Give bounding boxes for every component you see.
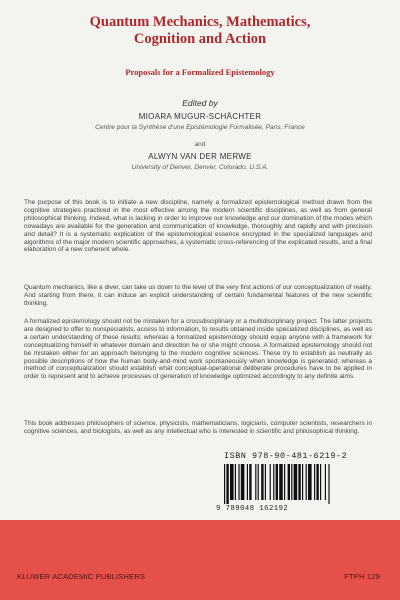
barcode-bar bbox=[276, 464, 278, 500]
barcode-bar bbox=[316, 464, 318, 500]
isbn-label: ISBN 978-90-481-6219-2 bbox=[224, 451, 348, 461]
barcode-bar bbox=[288, 464, 290, 500]
edited-by-label: Edited by bbox=[182, 98, 218, 108]
and-label: and bbox=[194, 141, 206, 148]
barcode-bar bbox=[314, 464, 315, 500]
barcode-bar bbox=[273, 464, 274, 500]
barcode-bar bbox=[258, 464, 259, 500]
barcode-bar bbox=[265, 464, 266, 500]
barcode-block bbox=[216, 451, 376, 517]
editor-1-affiliation: Centre pour la Synthèse d’une Epistémologie Formalisée, Paris, France bbox=[95, 124, 305, 131]
blurb-paragraph-4: This book addresses philosophers of science, physicists, mathematicians, logicians, computer scientists, researchers in cognitive sciences, and biologists, as well as any intellectual who is interested in scientific and philosophical thinking. bbox=[24, 420, 372, 435]
barcode-bar bbox=[306, 464, 307, 500]
barcode-bar bbox=[279, 464, 283, 500]
barcode-bar bbox=[224, 464, 225, 504]
barcode-bar bbox=[298, 464, 300, 500]
barcode-bar bbox=[325, 464, 326, 500]
barcode-bar bbox=[247, 464, 248, 500]
book-title-line-2: Cognition and Action bbox=[133, 31, 267, 47]
publisher-band bbox=[0, 520, 400, 600]
barcode-bar bbox=[308, 464, 312, 500]
barcode-bars bbox=[224, 464, 372, 504]
barcode-bar bbox=[320, 464, 321, 500]
book-subtitle: Proposals for a Formalized Epistemology bbox=[125, 67, 275, 77]
editor-1-name: MIOARA MUGUR-SCHÄCHTER bbox=[138, 112, 262, 121]
barcode-bar bbox=[302, 464, 303, 500]
book-title bbox=[0, 14, 400, 48]
blurb-paragraph-3: A formalized epistemology should not be mistaken for a crossdisciplinary or a multidisciplinary project. The latter projects are designed to offer to nonspecialists, access to information, to results obtained inside specialized disciplines, as well as a certain understanding of these results; whereas a formalized epistemology should equip anyone with a framework for conceptualizing himself in whatever domain and direction he or she might choose. A formalized epistemology should not be mistaken either for an approach belonging to the modern cognitive sciences. These try to establish as neutrally as possible descriptions of how the human body-and-mind work spontaneously when knowledge is generated; whereas a method of conceptualization should establish what conceptual-operational deliberate procedures have to be applied in order to represent and to achieve processes of generation of knowledge optimized accordingly to any definite aims. bbox=[24, 318, 372, 381]
blurb-paragraph-1: The purpose of this book is to initiate a new discipline, namely a formalized epistemological method drawn from the cognitive strategies practiced in the most effective among the modern scientific disciplines, as well as from general philosophical thinking. Indeed, what is lacking in order to improve our knowledge and our domination of the modes which nowadays are available for the generation and communication of knowledge, thoroughly and rapidly and with precision and detail? It is a systematic explication of the epistemological essence encrypted in the specialized languages and algorithms of the major modern scientific approaches, a systematic cross-referencing of the explicated results, and a final elaboration of a new coherent whole. bbox=[24, 199, 372, 254]
barcode-bar bbox=[241, 464, 245, 500]
publisher-name: KLUWER ACADEMIC PUBLISHERS bbox=[17, 572, 146, 581]
barcode-bar bbox=[291, 464, 292, 500]
barcode-bar bbox=[238, 464, 239, 500]
barcode-bar bbox=[328, 464, 329, 504]
barcode-bar bbox=[261, 464, 263, 500]
blurb-paragraph-2: Quantum mechanics, like a diver, can take us down to the level of the very first actions of our conceptualization of reality. And starting from there, it can induce an explicit understanding of certain fundamental features of the new scientific thinking. bbox=[24, 284, 372, 307]
series-number: FTPH 129 bbox=[344, 572, 380, 581]
barcode-bar bbox=[270, 464, 271, 500]
barcode-bar bbox=[294, 464, 298, 500]
barcode-bar bbox=[226, 464, 228, 504]
barcode-bar bbox=[284, 464, 285, 500]
barcode-digits: 9 789048 162192 bbox=[216, 505, 289, 513]
book-title-line-1: Quantum Mechanics, Mathematics, bbox=[89, 14, 311, 30]
editor-2-name: ALWYN VAN DER MERWE bbox=[148, 152, 252, 161]
barcode-bar bbox=[255, 464, 256, 500]
barcode-bar bbox=[249, 464, 251, 500]
barcode-bar bbox=[230, 464, 234, 500]
barcode-bar bbox=[235, 464, 236, 500]
editor-2-affiliation: University of Denver, Denver, Colorado, U.S.A. bbox=[131, 164, 269, 171]
